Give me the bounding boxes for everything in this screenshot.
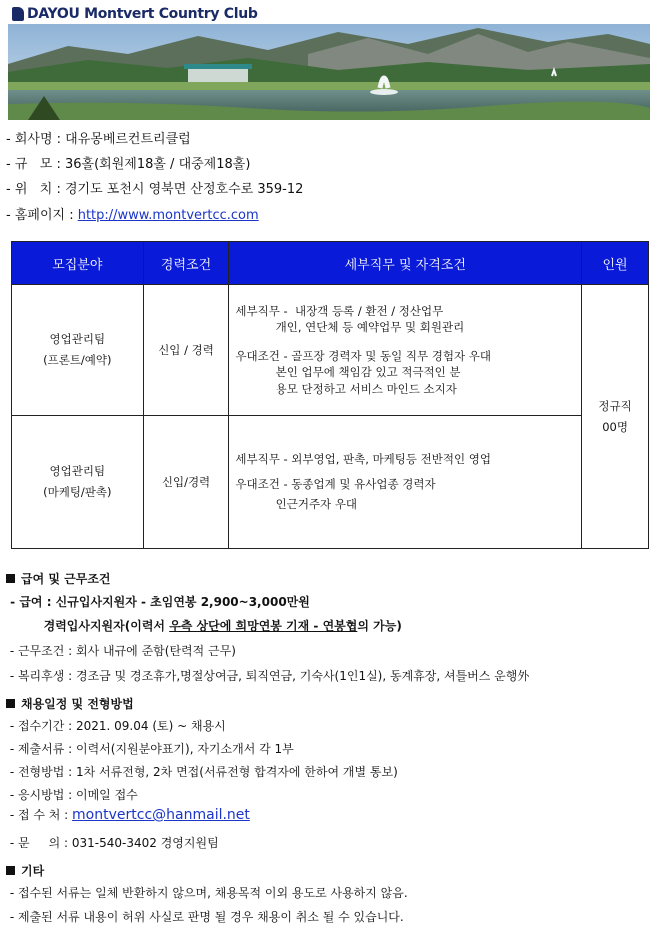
career-cell: 신입 / 경력 — [143, 285, 229, 416]
duty-line: 개인, 연단체 등 예약업무 및 회원관리 — [235, 320, 465, 335]
homepage-link[interactable]: http://www.montvertcc.com — [77, 208, 259, 223]
detail-cell — [229, 416, 582, 549]
homepage-label: - 홈페이지 : — [6, 208, 78, 223]
contact-info: - 문 의 : 031-540-3402 경영지원팀 — [6, 836, 219, 850]
selection-method: - 전형방법 : 1차 서류전형, 2차 면접(서류전형 합격자에 한하여 개별 통보) — [6, 765, 398, 779]
pay-text: - 급여 : 신규입사지원자 - 초임연봉 2,900~3,000만원 — [6, 595, 310, 609]
headcount-type: 정규직 — [598, 398, 632, 413]
salary-title: 급여 및 근무조건 — [21, 572, 111, 586]
square-bullet-icon — [6, 699, 15, 708]
field-name: 영업관리팀 — [49, 464, 106, 478]
headcount-cell — [582, 285, 649, 549]
qualification-line: 우대조건 - 동종업계 및 유사업종 경력자 — [235, 476, 436, 491]
field-cell — [12, 285, 144, 416]
recruitment-table — [11, 241, 649, 549]
logo-mark-icon — [12, 7, 24, 21]
application-method: - 응시방법 : 이메일 접수 — [6, 788, 138, 802]
application-email-line — [6, 806, 250, 823]
salary-pay-line — [6, 593, 310, 610]
golf-course-illustration — [8, 24, 650, 120]
field-sub: (마케팅/판촉) — [43, 485, 112, 499]
work-condition: - 근무조건 : 회사 내규에 준함(탄력적 근무) — [6, 644, 236, 658]
header-career: 경력조건 — [143, 242, 229, 285]
detail-cell — [229, 285, 582, 416]
square-bullet-icon — [6, 866, 15, 875]
schedule-section-title — [6, 695, 134, 712]
qualification-line: 용모 단정하고 서비스 마인드 소지자 — [235, 381, 457, 396]
field-name: 영업관리팀 — [49, 332, 106, 346]
email-link[interactable]: montvertcc@hanmail.net — [72, 807, 250, 823]
application-period: - 접수기간 : 2021. 09.04 (토) ~ 채용시 — [6, 719, 226, 733]
welfare: - 복리후생 : 경조금 및 경조휴가,명절상여금, 퇴직연금, 기숙사(1인1실), 동계휴장, 셔틀버스 운행外 — [6, 669, 530, 683]
company-location: - 위 치 : 경기도 포천시 영북면 산정호수로 359-12 — [6, 182, 304, 197]
career-cell: 신입/경력 — [143, 416, 229, 549]
pay-text: 의 가능) — [357, 619, 402, 633]
table-header-row — [12, 242, 649, 285]
field-cell — [12, 416, 144, 549]
required-documents: - 제출서류 : 이력서(지원분야표기), 자기소개서 각 1부 — [6, 742, 294, 756]
header-headcount: 인원 — [582, 242, 649, 285]
company-homepage — [6, 204, 259, 223]
company-logo — [12, 4, 258, 24]
schedule-title: 채용일정 및 전형방법 — [21, 697, 134, 711]
salary-pay-line-2 — [6, 617, 402, 634]
pay-text: 경력입사지원자(이력서 — [6, 619, 170, 633]
etc-section-title — [6, 862, 44, 879]
etc-note: - 제출된 서류 내용이 허위 사실로 판명 될 경우 채용이 취소 될 수 있습니다. — [6, 910, 404, 924]
qualification-line: 본인 업무에 책임감 있고 적극적인 분 — [235, 365, 461, 380]
qualification-line: 인근거주자 우대 — [235, 497, 358, 512]
duty-line: 세부직무 - 외부영업, 판촉, 마케팅등 전반적인 영업 — [235, 452, 491, 467]
company-scale: - 규 모 : 36홀(회원제18홀 / 대중제18홀) — [6, 157, 251, 172]
header-field: 모집분야 — [12, 242, 144, 285]
field-sub: (프론트/예약) — [43, 353, 112, 367]
duty-line: 세부직무 - 내장객 등록 / 환전 / 정산업무 — [235, 303, 444, 318]
square-bullet-icon — [6, 574, 15, 583]
logo-text: DAYOU Montvert Country Club — [27, 6, 258, 22]
email-label: - 접 수 처 : — [6, 808, 73, 822]
header-detail: 세부직무 및 자격조건 — [229, 242, 582, 285]
headcount-number: 00명 — [602, 419, 628, 434]
table-row — [12, 285, 649, 416]
golf-course-photo — [8, 24, 650, 120]
etc-title: 기타 — [21, 864, 45, 878]
table-row — [12, 416, 649, 549]
company-name: - 회사명 : 대유몽베르컨트리클럽 — [6, 132, 191, 147]
etc-note: - 접수된 서류는 일체 반환하지 않으며, 채용목적 이외 용도로 사용하지 않음. — [6, 886, 408, 900]
qualification-line: 우대조건 - 골프장 경력자 및 동일 직무 경험자 우대 — [235, 348, 491, 363]
pay-text-underlined: 우측 상단에 희망연봉 기재 - 연봉협 — [169, 619, 358, 633]
salary-section-title — [6, 570, 111, 587]
